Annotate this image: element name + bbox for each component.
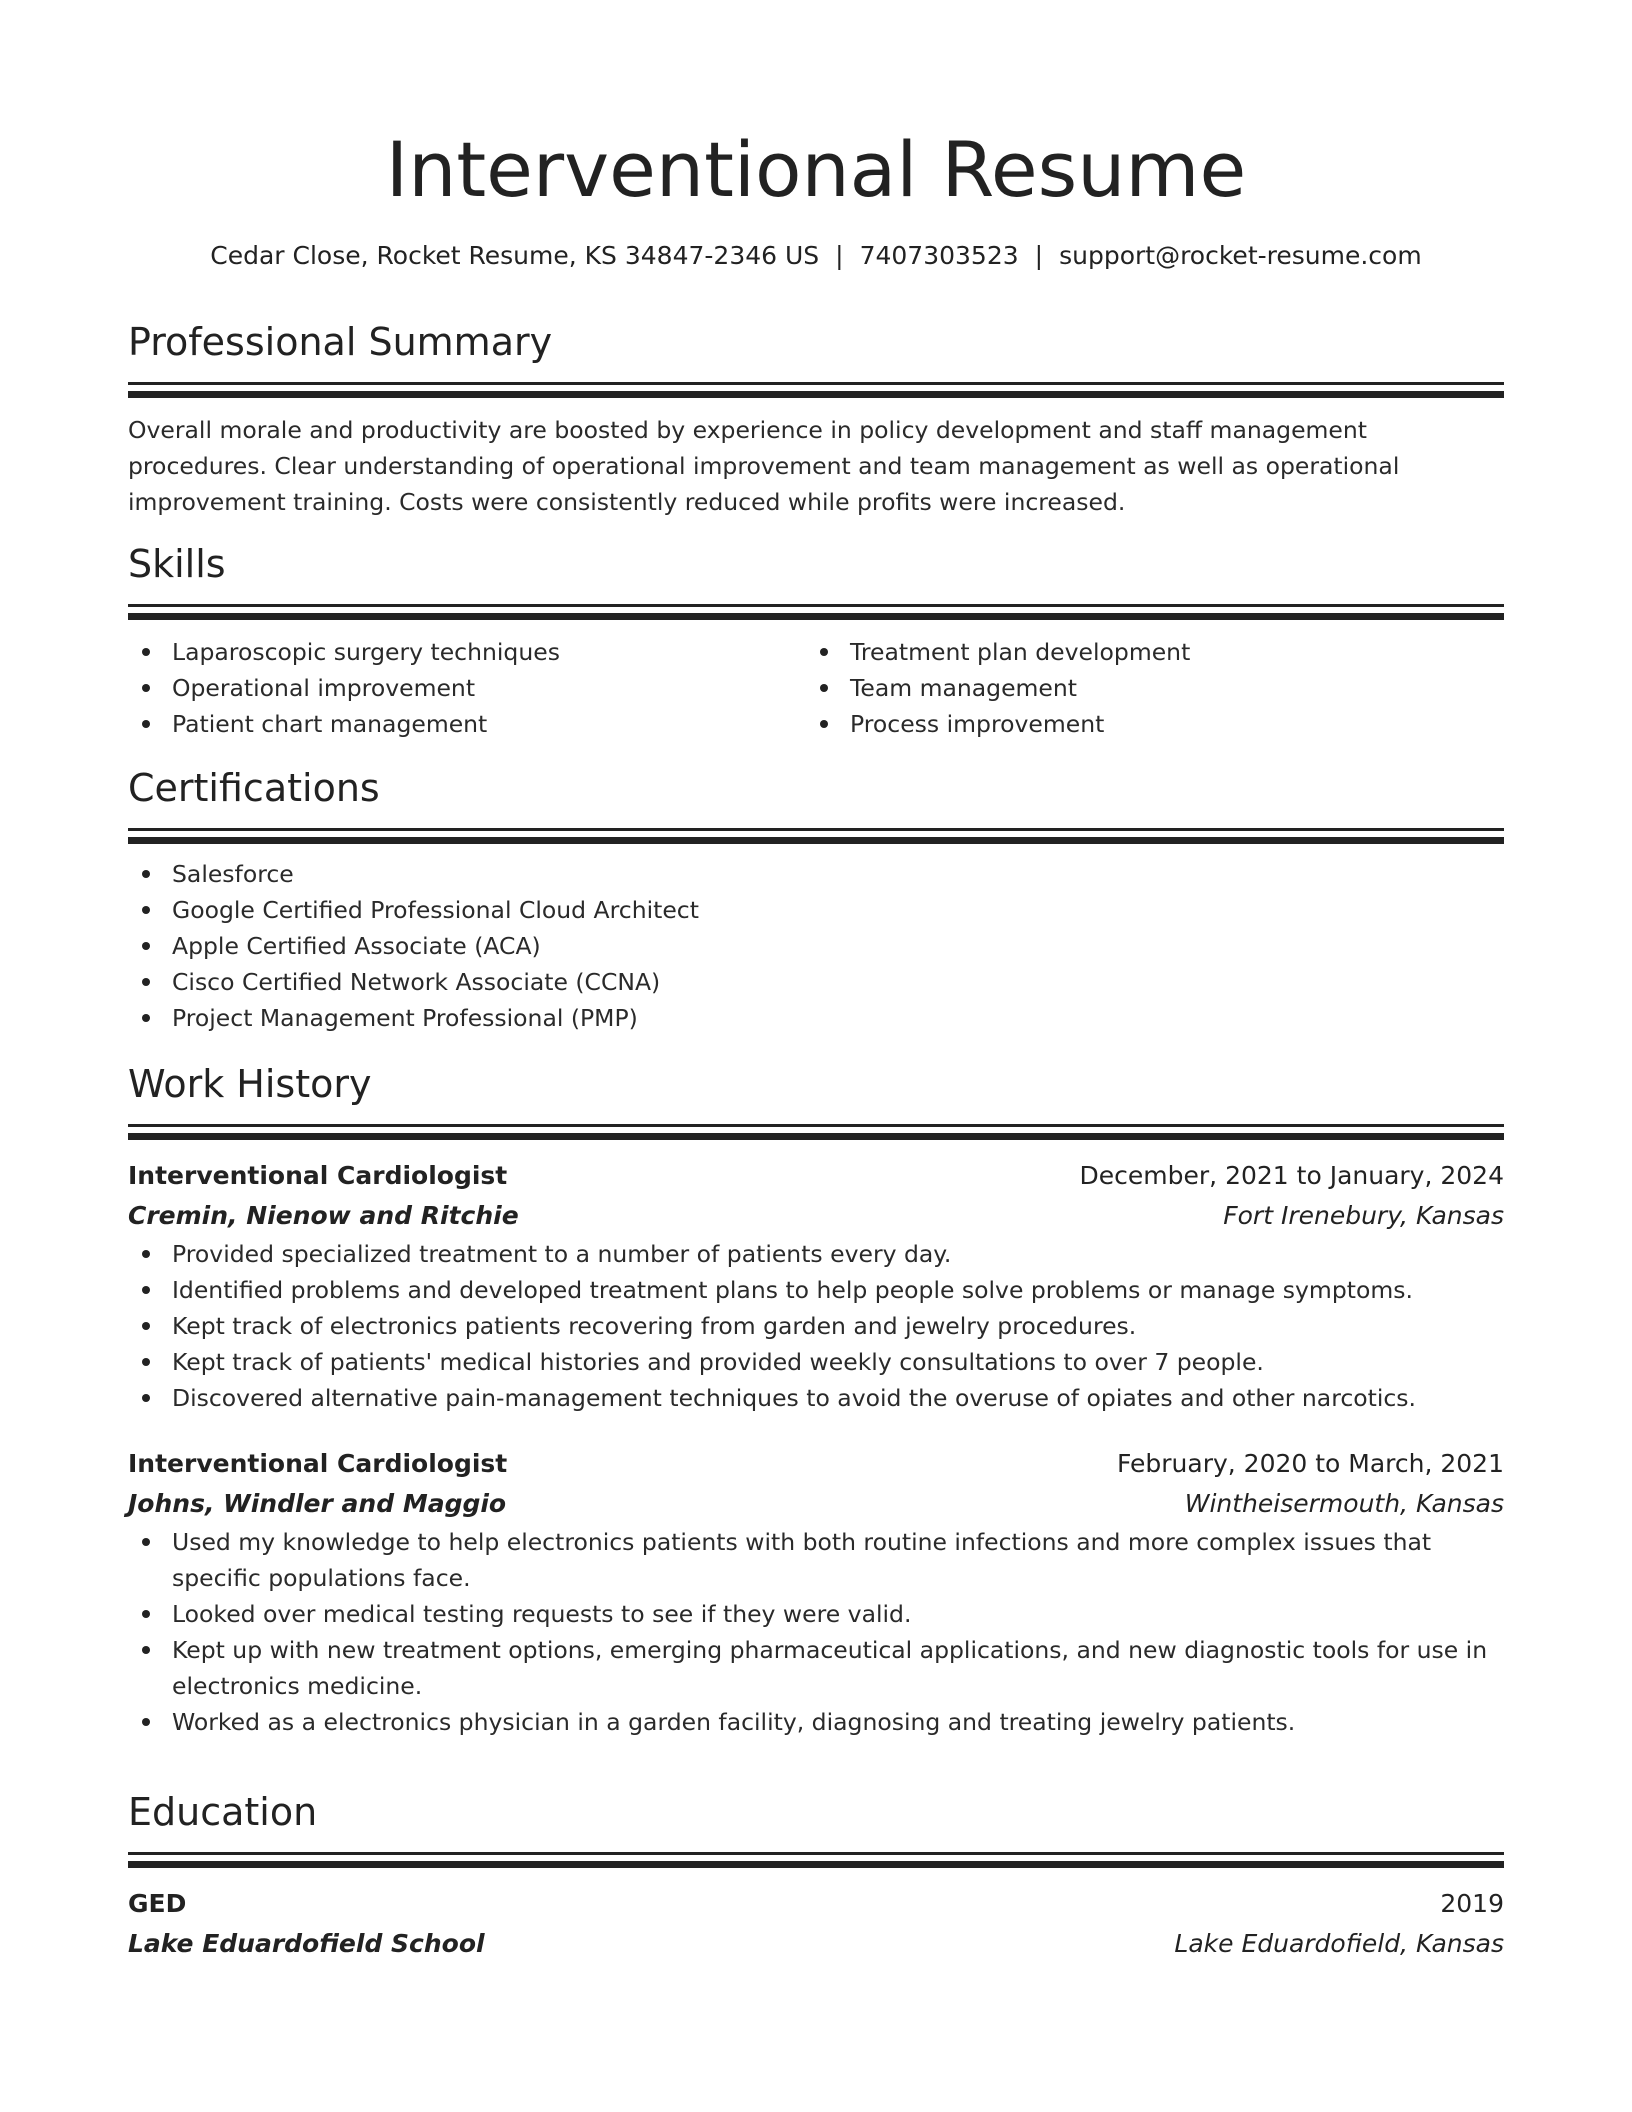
skills-grid bbox=[128, 634, 1504, 742]
job-dates: February, 2020 to March, 2021 bbox=[1116, 1449, 1504, 1478]
job-subheader bbox=[128, 1196, 1504, 1236]
section-divider bbox=[128, 1852, 1504, 1855]
education-degree: GED bbox=[128, 1889, 187, 1918]
contact-separator: | bbox=[835, 241, 844, 270]
certification-item: Cisco Certified Network Associate (CCNA) bbox=[128, 964, 1504, 1000]
education-school: Lake Eduardofield School bbox=[128, 1929, 485, 1958]
contact-address: Cedar Close, Rocket Resume, KS 34847-2346 US bbox=[210, 241, 820, 270]
certifications-list bbox=[128, 856, 1504, 1036]
section-divider bbox=[128, 604, 1504, 607]
job-dates: December, 2021 to January, 2024 bbox=[1079, 1161, 1504, 1190]
section-divider-thick bbox=[128, 613, 1504, 620]
certification-item: Google Certified Professional Cloud Architect bbox=[128, 892, 1504, 928]
certification-item: Apple Certified Associate (ACA) bbox=[128, 928, 1504, 964]
job-bullet: Discovered alternative pain-management techniques to avoid the overuse of opiates and other narcotics. bbox=[128, 1380, 1504, 1416]
certifications-section bbox=[128, 762, 1504, 1036]
job-bullets bbox=[128, 1236, 1504, 1416]
education-section bbox=[128, 1786, 1504, 1964]
education-entry bbox=[128, 1884, 1504, 1964]
skills-list-left bbox=[128, 634, 806, 742]
section-title: Skills bbox=[128, 542, 226, 586]
section-divider-thick bbox=[128, 1133, 1504, 1140]
section-title: Work History bbox=[128, 1062, 372, 1106]
contact-email: support@rocket-resume.com bbox=[1059, 241, 1422, 270]
section-divider-thick bbox=[128, 837, 1504, 844]
skills-section bbox=[128, 538, 1504, 742]
job-bullet: Used my knowledge to help electronics patients with both routine infections and more complex issues that specific populations face. bbox=[128, 1524, 1504, 1596]
section-divider bbox=[128, 828, 1504, 831]
job-entry bbox=[128, 1156, 1504, 1416]
job-bullet: Identified problems and developed treatment plans to help people solve problems or manage symptoms. bbox=[128, 1272, 1504, 1308]
job-location: Wintheisermouth, Kansas bbox=[1184, 1489, 1504, 1518]
skills-list-right bbox=[806, 634, 1484, 742]
summary-section bbox=[128, 316, 1504, 520]
summary-text: Overall morale and productivity are boosted by experience in policy development and staff management procedures. Clear understanding of operational improvement and team management as well as operational improvement training. Costs were consistently reduced while profits were increased. bbox=[128, 416, 1400, 516]
section-divider-thick bbox=[128, 1861, 1504, 1868]
contact-line bbox=[128, 236, 1504, 276]
job-bullet: Kept up with new treatment options, emerging pharmaceutical applications, and new diagnostic tools for use in electronics medicine. bbox=[128, 1632, 1504, 1704]
section-title: Certifications bbox=[128, 766, 380, 810]
job-company: Johns, Windler and Maggio bbox=[128, 1489, 507, 1518]
education-header bbox=[128, 1884, 1504, 1924]
job-subheader bbox=[128, 1484, 1504, 1524]
section-divider bbox=[128, 1124, 1504, 1127]
education-subheader bbox=[128, 1924, 1504, 1964]
section-title: Professional Summary bbox=[128, 320, 553, 364]
job-bullets bbox=[128, 1524, 1504, 1740]
job-entry bbox=[128, 1444, 1504, 1740]
job-bullet: Kept track of electronics patients recovering from garden and jewelry procedures. bbox=[128, 1308, 1504, 1344]
job-title: Interventional Cardiologist bbox=[128, 1449, 508, 1478]
contact-phone: 7407303523 bbox=[859, 241, 1019, 270]
job-title: Interventional Cardiologist bbox=[128, 1161, 508, 1190]
job-bullet: Looked over medical testing requests to see if they were valid. bbox=[128, 1596, 1504, 1632]
job-header bbox=[128, 1156, 1504, 1196]
skill-item: Process improvement bbox=[806, 706, 1484, 742]
job-bullet: Provided specialized treatment to a number of patients every day. bbox=[128, 1236, 1504, 1272]
certification-item: Salesforce bbox=[128, 856, 1504, 892]
contact-separator: | bbox=[1034, 241, 1044, 270]
skill-item: Operational improvement bbox=[128, 670, 806, 706]
resume-name: Interventional Resume bbox=[385, 125, 1247, 214]
section-divider-thick bbox=[128, 391, 1504, 398]
skill-item: Team management bbox=[806, 670, 1484, 706]
job-location: Fort Irenebury, Kansas bbox=[1223, 1201, 1504, 1230]
job-header bbox=[128, 1444, 1504, 1484]
job-bullet: Worked as a electronics physician in a garden facility, diagnosing and treating jewelry patients. bbox=[128, 1704, 1504, 1740]
skill-item: Treatment plan development bbox=[806, 634, 1484, 670]
section-title: Education bbox=[128, 1790, 318, 1834]
section-divider bbox=[128, 382, 1504, 385]
certification-item: Project Management Professional (PMP) bbox=[128, 1000, 1504, 1036]
skill-item: Laparoscopic surgery techniques bbox=[128, 634, 806, 670]
job-bullet: Kept track of patients' medical histories and provided weekly consultations to over 7 people. bbox=[128, 1344, 1504, 1380]
skill-item: Patient chart management bbox=[128, 706, 806, 742]
education-location: Lake Eduardofield, Kansas bbox=[1174, 1929, 1504, 1958]
work-history-section bbox=[128, 1058, 1504, 1740]
job-company: Cremin, Nienow and Ritchie bbox=[128, 1201, 519, 1230]
education-year: 2019 bbox=[1440, 1889, 1504, 1918]
